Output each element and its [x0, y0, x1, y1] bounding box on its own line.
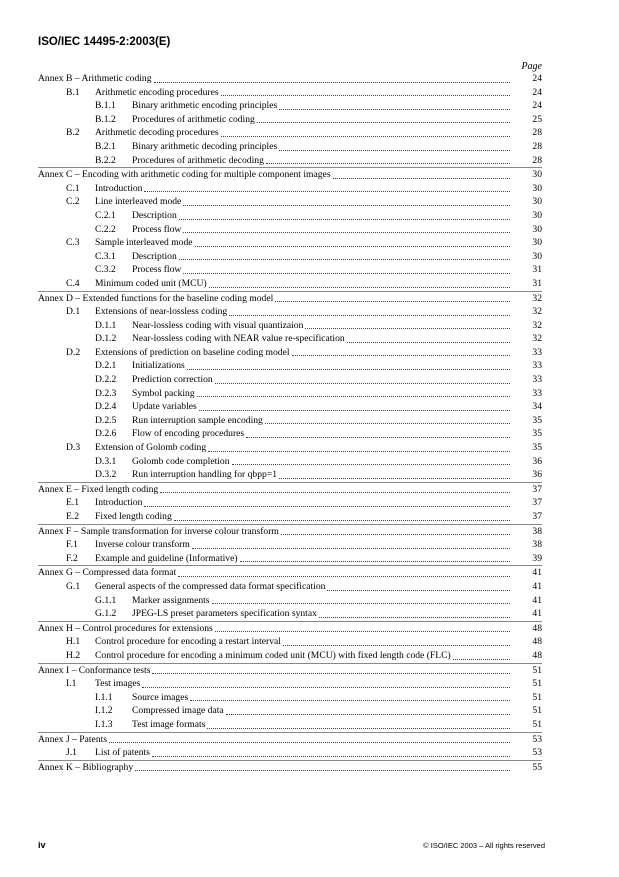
dot-leader — [215, 631, 510, 632]
toc-entry-number: D.3.2 — [95, 469, 117, 481]
toc-entry-page: 28 — [532, 154, 542, 166]
toc-entry[interactable] — [38, 373, 542, 387]
toc-entry-title: Annex I – Conformance tests — [38, 664, 151, 676]
dot-leader — [229, 315, 510, 316]
dot-leader — [152, 756, 510, 757]
dot-leader — [266, 163, 510, 164]
toc-entry[interactable] — [38, 565, 542, 580]
table-of-contents — [38, 72, 542, 774]
dot-leader — [199, 410, 510, 411]
dot-leader — [178, 576, 510, 577]
dot-leader — [207, 728, 510, 729]
dot-leader — [152, 673, 510, 674]
toc-entry-number: D.1.2 — [95, 333, 117, 345]
toc-entry-number: D.3.1 — [95, 455, 117, 467]
dot-leader — [154, 82, 510, 83]
toc-entry-number: F.2 — [66, 552, 78, 564]
dot-leader — [183, 232, 510, 233]
toc-entry-page: 36 — [532, 469, 542, 481]
toc-entry[interactable] — [38, 663, 542, 678]
toc-entry-number: J.1 — [66, 747, 77, 759]
toc-entry-number: B.2 — [66, 127, 80, 139]
toc-entry[interactable] — [38, 250, 542, 264]
toc-entry[interactable] — [38, 99, 542, 113]
toc-entry-title: Annex B – Arithmetic coding — [38, 73, 152, 84]
toc-entry[interactable] — [38, 305, 542, 319]
toc-entry[interactable] — [38, 649, 542, 663]
dot-leader — [221, 95, 510, 96]
dot-leader — [246, 437, 510, 438]
toc-entry-number: H.2 — [66, 649, 81, 661]
toc-entry[interactable] — [38, 400, 542, 414]
toc-entry-title: Test images — [95, 678, 141, 690]
toc-entry-page: 33 — [532, 387, 542, 399]
dot-leader — [179, 259, 510, 260]
toc-entry-title: Initializations — [132, 360, 185, 372]
toc-entry[interactable] — [38, 319, 542, 333]
toc-entry[interactable] — [38, 182, 542, 196]
toc-entry[interactable] — [38, 291, 542, 306]
toc-entry[interactable] — [38, 332, 542, 346]
toc-entry-title: Compressed image data — [132, 705, 224, 717]
toc-entry-title: Fixed length coding — [95, 511, 172, 522]
toc-entry[interactable] — [38, 732, 542, 747]
toc-entry-title: Binary arithmetic encoding principles — [132, 100, 278, 112]
toc-entry-page: 37 — [532, 497, 542, 509]
toc-entry[interactable] — [38, 677, 542, 691]
toc-entry[interactable] — [38, 580, 542, 594]
toc-entry-page: 53 — [532, 733, 542, 745]
toc-entry-title: Introduction — [95, 497, 143, 509]
dot-leader — [209, 287, 510, 288]
toc-entry[interactable] — [38, 441, 542, 455]
toc-entry[interactable] — [38, 387, 542, 401]
dot-leader — [279, 478, 510, 479]
dot-leader — [232, 464, 510, 465]
toc-entry-number: D.3 — [66, 442, 81, 454]
toc-entry-page: 41 — [532, 567, 542, 579]
toc-entry[interactable] — [38, 746, 542, 760]
toc-entry[interactable] — [38, 510, 542, 524]
dot-leader — [174, 520, 510, 521]
dot-leader — [240, 561, 510, 562]
toc-entry-page: 51 — [532, 705, 542, 717]
toc-entry[interactable] — [38, 414, 542, 428]
toc-entry-number: D.1.1 — [95, 319, 117, 331]
dot-leader — [281, 534, 510, 535]
toc-entry[interactable] — [38, 455, 542, 469]
toc-entry-title: Near-lossless coding with visual quantizaion — [132, 319, 304, 331]
page-column-label: Page — [521, 61, 542, 72]
toc-entry-page: 37 — [532, 483, 542, 495]
toc-entry-page: 37 — [532, 511, 542, 522]
toc-entry-page: 32 — [532, 292, 542, 304]
toc-entry-number: B.1 — [66, 86, 80, 98]
toc-entry-title: Control procedure for encoding a minimum coded unit (MCU) with fixed length code (FLC) — [95, 649, 451, 661]
toc-entry[interactable] — [38, 154, 542, 168]
toc-entry-number: D.2.3 — [95, 387, 117, 399]
toc-entry-title: Process flow — [132, 223, 182, 235]
toc-entry-page: 30 — [532, 169, 542, 181]
toc-entry-number: D.2.4 — [95, 401, 117, 413]
toc-entry-title: General aspects of the compressed data format specification — [95, 580, 326, 592]
dot-leader — [190, 700, 510, 701]
dot-leader — [195, 246, 510, 247]
toc-entry-page: 39 — [532, 552, 542, 564]
toc-entry-title: Description — [132, 250, 177, 262]
dot-leader — [283, 645, 510, 646]
toc-entry-title: Description — [132, 209, 177, 221]
toc-entry-number: G.1.1 — [95, 594, 117, 606]
dot-leader — [160, 492, 510, 493]
dot-leader — [347, 342, 510, 343]
dot-leader — [279, 150, 510, 151]
dot-leader — [183, 205, 510, 206]
dot-leader — [212, 603, 510, 604]
toc-entry-page: 34 — [532, 401, 542, 413]
toc-entry-number: C.2.2 — [95, 223, 116, 235]
toc-entry-page: 48 — [532, 649, 542, 661]
toc-entry-page: 32 — [532, 319, 542, 331]
toc-entry-title: Procedures of arithmetic coding — [132, 113, 255, 125]
dot-leader — [197, 396, 510, 397]
dot-leader — [208, 451, 510, 452]
dot-leader — [179, 219, 510, 220]
toc-entry[interactable] — [38, 704, 542, 718]
toc-entry-number: C.3 — [66, 237, 80, 249]
dot-leader — [144, 506, 510, 507]
dot-leader — [192, 548, 510, 549]
toc-entry-page: 32 — [532, 333, 542, 345]
toc-entry-title: Arithmetic decoding procedures — [95, 127, 219, 139]
toc-entry-page: 48 — [532, 636, 542, 648]
toc-entry-number: B.2.1 — [95, 140, 116, 152]
dot-leader — [279, 109, 510, 110]
toc-entry-page: 51 — [532, 678, 542, 690]
toc-entry-page: 38 — [532, 525, 542, 537]
toc-entry-page: 30 — [532, 196, 542, 208]
dot-leader — [275, 301, 510, 302]
dot-leader — [319, 617, 510, 618]
toc-entry[interactable] — [38, 195, 542, 209]
toc-entry[interactable] — [38, 263, 542, 277]
toc-entry-title: Annex K – Bibliography — [38, 761, 134, 773]
toc-entry-number: D.2.1 — [95, 360, 117, 372]
toc-entry-page: 48 — [532, 622, 542, 634]
toc-entry-page: 51 — [532, 691, 542, 703]
toc-entry[interactable] — [38, 718, 542, 732]
toc-entry[interactable] — [38, 277, 542, 291]
toc-entry-title: Inverse colour transform — [95, 539, 190, 551]
toc-entry-page: 35 — [532, 428, 542, 440]
toc-entry-page: 30 — [532, 237, 542, 249]
toc-entry-title: Symbol packing — [132, 387, 195, 399]
toc-entry[interactable] — [38, 524, 542, 539]
toc-entry-number: D.2.6 — [95, 428, 117, 440]
toc-entry-page: 30 — [532, 250, 542, 262]
dot-leader — [292, 355, 511, 356]
toc-entry-title: Introduction — [95, 182, 143, 194]
toc-entry-title: Run interruption handling for qbpp=1 — [132, 469, 278, 481]
toc-entry[interactable] — [38, 236, 542, 250]
toc-entry-page: 25 — [532, 113, 542, 125]
toc-entry-number: B.2.2 — [95, 154, 116, 166]
toc-entry-title: Example and guideline (Informative) — [95, 552, 238, 564]
toc-entry-number: D.2.5 — [95, 414, 117, 426]
toc-entry[interactable] — [38, 223, 542, 237]
toc-entry-title: Golomb code completion — [132, 455, 230, 467]
copyright-notice: © ISO/IEC 2003 – All rights reserved — [423, 841, 545, 850]
toc-entry-number: C.2 — [66, 196, 80, 208]
dot-leader — [265, 423, 510, 424]
toc-entry-page: 36 — [532, 455, 542, 467]
toc-entry-title: Run interruption sample encoding — [132, 414, 263, 426]
toc-entry-page: 55 — [532, 761, 542, 773]
toc-entry-number: I.1.2 — [95, 705, 113, 717]
toc-entry-page: 41 — [532, 608, 542, 620]
toc-entry-title: Annex G – Compressed data format — [38, 567, 177, 579]
toc-entry[interactable] — [38, 635, 542, 649]
toc-entry[interactable] — [38, 552, 542, 566]
toc-entry-title: Prediction correction — [132, 374, 213, 386]
toc-entry-title: Binary arithmetic decoding principles — [132, 140, 278, 152]
toc-entry-number: C.4 — [66, 277, 80, 289]
toc-entry-title: Process flow — [132, 264, 182, 276]
dot-leader — [135, 770, 510, 771]
toc-entry[interactable] — [38, 482, 542, 497]
toc-entry-number: C.3.1 — [95, 250, 116, 262]
toc-entry-title: Annex D – Extended functions for the baseline coding model — [38, 292, 274, 304]
toc-entry-number: E.1 — [66, 497, 80, 509]
dot-leader — [257, 122, 510, 123]
toc-entry-title: Extensions of prediction on baseline coding model — [95, 346, 290, 358]
toc-entry-number: I.1 — [66, 678, 77, 690]
toc-entry-title: Marker assignments — [132, 594, 210, 606]
toc-entry-title: Arithmetic encoding procedures — [95, 86, 219, 98]
toc-entry-title: JPEG-LS preset parameters specification syntax — [132, 608, 317, 620]
dot-leader — [187, 369, 510, 370]
toc-entry-title: Annex J – Patents — [38, 733, 108, 745]
toc-entry[interactable] — [38, 167, 542, 182]
toc-entry-page: 30 — [532, 223, 542, 235]
toc-entry-number: C.1 — [66, 182, 80, 194]
toc-entry-page: 53 — [532, 747, 542, 759]
toc-entry-page: 35 — [532, 414, 542, 426]
toc-entry[interactable] — [38, 621, 542, 636]
toc-entry-title: Source images — [132, 691, 189, 703]
toc-entry-title: Sample interleaved mode — [95, 237, 193, 249]
toc-entry-title: Annex C – Encoding with arithmetic coding for multiple component images — [38, 169, 331, 181]
toc-entry[interactable] — [38, 72, 542, 86]
toc-entry[interactable] — [38, 760, 542, 775]
dot-leader — [215, 383, 510, 384]
toc-entry-page: 41 — [532, 580, 542, 592]
toc-entry[interactable] — [38, 427, 542, 441]
toc-entry-number: H.1 — [66, 636, 81, 648]
toc-entry-number: D.2.2 — [95, 374, 117, 386]
toc-entry-page: 33 — [532, 346, 542, 358]
toc-entry-number: D.2 — [66, 346, 81, 358]
toc-entry-number: B.1.1 — [95, 100, 116, 112]
toc-entry-title: Flow of encoding procedures — [132, 428, 245, 440]
toc-entry-title: Control procedure for encoding a restart interval — [95, 636, 281, 648]
toc-entry-title: Line interleaved mode — [95, 196, 182, 208]
toc-entry-number: E.2 — [66, 511, 80, 522]
toc-entry-page: 24 — [532, 86, 542, 98]
dot-leader — [305, 328, 510, 329]
dot-leader — [327, 590, 510, 591]
toc-entry-number: C.2.1 — [95, 209, 116, 221]
toc-entry-page: 28 — [532, 127, 542, 139]
toc-entry-title: Annex F – Sample transformation for inverse colour transform — [38, 525, 279, 537]
toc-entry-page: 24 — [532, 100, 542, 112]
dot-leader — [226, 714, 510, 715]
toc-entry-number: I.1.1 — [95, 691, 113, 703]
toc-entry[interactable] — [38, 126, 542, 140]
toc-entry-page: 51 — [532, 718, 542, 730]
toc-entry-number: I.1.3 — [95, 718, 113, 730]
toc-entry-title: Extensions of near-lossless coding — [95, 306, 228, 318]
toc-entry-title: Annex E – Fixed length coding — [38, 483, 159, 495]
toc-entry[interactable] — [38, 607, 542, 621]
dot-leader — [144, 191, 510, 192]
toc-entry-number: D.1 — [66, 306, 81, 318]
page-number: iv — [38, 840, 46, 850]
dot-leader — [221, 136, 510, 137]
toc-entry[interactable] — [38, 496, 542, 510]
toc-entry-page: 31 — [532, 277, 542, 289]
toc-entry-page: 31 — [532, 264, 542, 276]
toc-entry[interactable] — [38, 538, 542, 552]
toc-entry-page: 30 — [532, 209, 542, 221]
toc-entry-number: B.1.2 — [95, 113, 116, 125]
toc-entry-number: G.1 — [66, 580, 81, 592]
toc-entry-title: Test image formats — [132, 718, 206, 730]
document-id: ISO/IEC 14495-2:2003(E) — [38, 36, 171, 48]
toc-entry[interactable] — [38, 209, 542, 223]
toc-entry-title: List of patents — [95, 747, 150, 759]
toc-entry-title: Procedures of arithmetic decoding — [132, 154, 264, 166]
toc-entry[interactable] — [38, 113, 542, 127]
toc-entry-page: 41 — [532, 594, 542, 606]
toc-entry-page: 24 — [532, 73, 542, 84]
dot-leader — [333, 178, 510, 179]
toc-entry-title: Update variables — [132, 401, 197, 413]
toc-entry-page: 32 — [532, 306, 542, 318]
toc-entry[interactable] — [38, 86, 542, 100]
toc-entry-page: 30 — [532, 182, 542, 194]
toc-entry-number: F.1 — [66, 539, 78, 551]
toc-entry-title: Minimum coded unit (MCU) — [95, 277, 207, 289]
toc-entry-page: 33 — [532, 360, 542, 372]
toc-entry[interactable] — [38, 359, 542, 373]
toc-entry-page: 51 — [532, 664, 542, 676]
toc-entry[interactable] — [38, 691, 542, 705]
toc-entry[interactable] — [38, 140, 542, 154]
dot-leader — [183, 273, 510, 274]
toc-entry-title: Annex H – Control procedures for extensions — [38, 622, 213, 634]
toc-entry[interactable] — [38, 346, 542, 360]
toc-entry-page: 28 — [532, 140, 542, 152]
toc-entry-number: C.3.2 — [95, 264, 116, 276]
toc-entry-page: 33 — [532, 374, 542, 386]
toc-entry[interactable] — [38, 594, 542, 608]
toc-entry-page: 38 — [532, 539, 542, 551]
toc-entry-page: 35 — [532, 442, 542, 454]
dot-leader — [453, 659, 510, 660]
toc-entry-number: G.1.2 — [95, 608, 117, 620]
toc-entry-title: Near-lossless coding with NEAR value re-specification — [132, 333, 345, 345]
dot-leader — [142, 687, 510, 688]
dot-leader — [109, 742, 510, 743]
toc-entry[interactable] — [38, 468, 542, 482]
toc-entry-title: Extension of Golomb coding — [95, 442, 207, 454]
